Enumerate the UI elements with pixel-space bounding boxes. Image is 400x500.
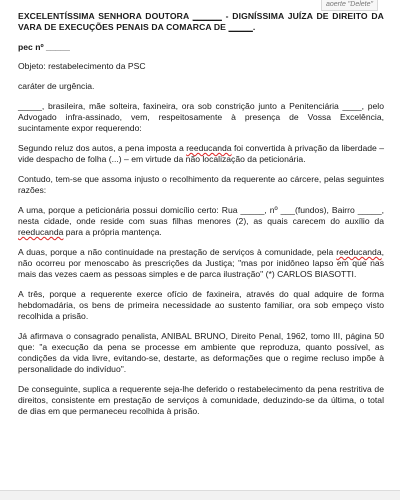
spellcheck-word: reeducanda — [336, 247, 382, 257]
title-blank-name: ______ — [192, 11, 222, 21]
subject-line: Objeto: restabelecimento da PSC — [18, 61, 146, 71]
document-page — [18, 11, 384, 426]
paragraph-citation: Já afirmava o consagrado penalista, ANIBAL BRUNO, Direito Penal, 1962, tomo III, página 50 que: "a execução da pena se processe em ambiente que reproduza, quanto possível, as condições da vida livre, evitando-se, destarte, as deformações que o regime recluso impõe à personalidade do indivíduo". — [18, 331, 384, 374]
spellcheck-word: reeducanda — [18, 227, 64, 237]
paragraph-reasons-intro: Contudo, tem-se que assoma injusto o recolhimento da requerente ao cárcere, pelas seguintes razões: — [18, 174, 384, 195]
paragraph-request: De conseguinte, suplica a requerente seja-lhe deferido o restabelecimento da pena restritiva de direitos, consistente em prestação de serviços à comunidade, deduzindo-se da última, o total de dias em que permaneceu recolhida à prisão. — [18, 384, 384, 416]
paragraph-reason-three: A três, porque a requerente exerce ofício de faxineira, através do qual adquire de forma hebdomadária, os bens de primeira necessidade ao sustento familiar, ora sob empeço visto recolhida a prisão. — [18, 289, 384, 321]
facts-text-b: foi convertida à privação da liberdade – vide despacho de folha (...) – em virtude da não localização da peticionária. — [18, 143, 384, 164]
reason-one-text-a: A uma, porque a peticionária possui domicílio certo: Rua _____, nº ___(fundos), Bairro _____, nesta cidade, onde reside com suas filhas menores (2), as quais carecem do auxílio da — [18, 205, 384, 226]
paragraph-reason-one — [18, 205, 384, 238]
title-suffix: . — [252, 22, 256, 32]
facts-text-a: Segundo reluz dos autos, a pena imposta a — [18, 143, 187, 153]
urgency-line: caráter de urgência. — [18, 81, 95, 91]
delete-tooltip: aoerte "Delete" — [321, 0, 378, 11]
paragraph-facts — [18, 143, 384, 165]
document-title — [18, 11, 384, 33]
reason-two-text-b: , não ocorreu por menoscabo às prescrições da Justiça; "mas por inidôneo lapso em que nas mais das vezes caem as pessoas simples e de parca ilustração" (*) CARLOS BIASOTTI. — [18, 247, 384, 279]
bottom-scrollbar[interactable] — [0, 490, 400, 500]
paragraph-reason-two — [18, 247, 384, 280]
title-prefix: EXCELENTÍSSIMA SENHORA DOUTORA — [18, 11, 193, 21]
reason-two-text-a: A duas, porque a não continuidade na prestação de serviços à comunidade, pela — [18, 247, 337, 257]
title-blank-comarca: _____ — [228, 22, 253, 32]
process-number: pec nº _____ — [18, 42, 70, 52]
reason-one-text-b: para a própria mantença. — [63, 227, 162, 237]
title-middle: - DIGNÍSSIMA JUÍZA DE DIREITO DA VARA DE EXECUÇÕES PENAIS DA COMARCA DE — [18, 11, 384, 32]
spellcheck-word: reeducanda — [186, 143, 232, 153]
paragraph-qualification: _____, brasileira, mãe solteira, faxineira, ora sob constrição junto a Penitenciária ____, pelo Advogado infra-assinado, vem, respeitosamente à presença de Vossa Excelência, sucintamente expor requerendo: — [18, 101, 384, 133]
